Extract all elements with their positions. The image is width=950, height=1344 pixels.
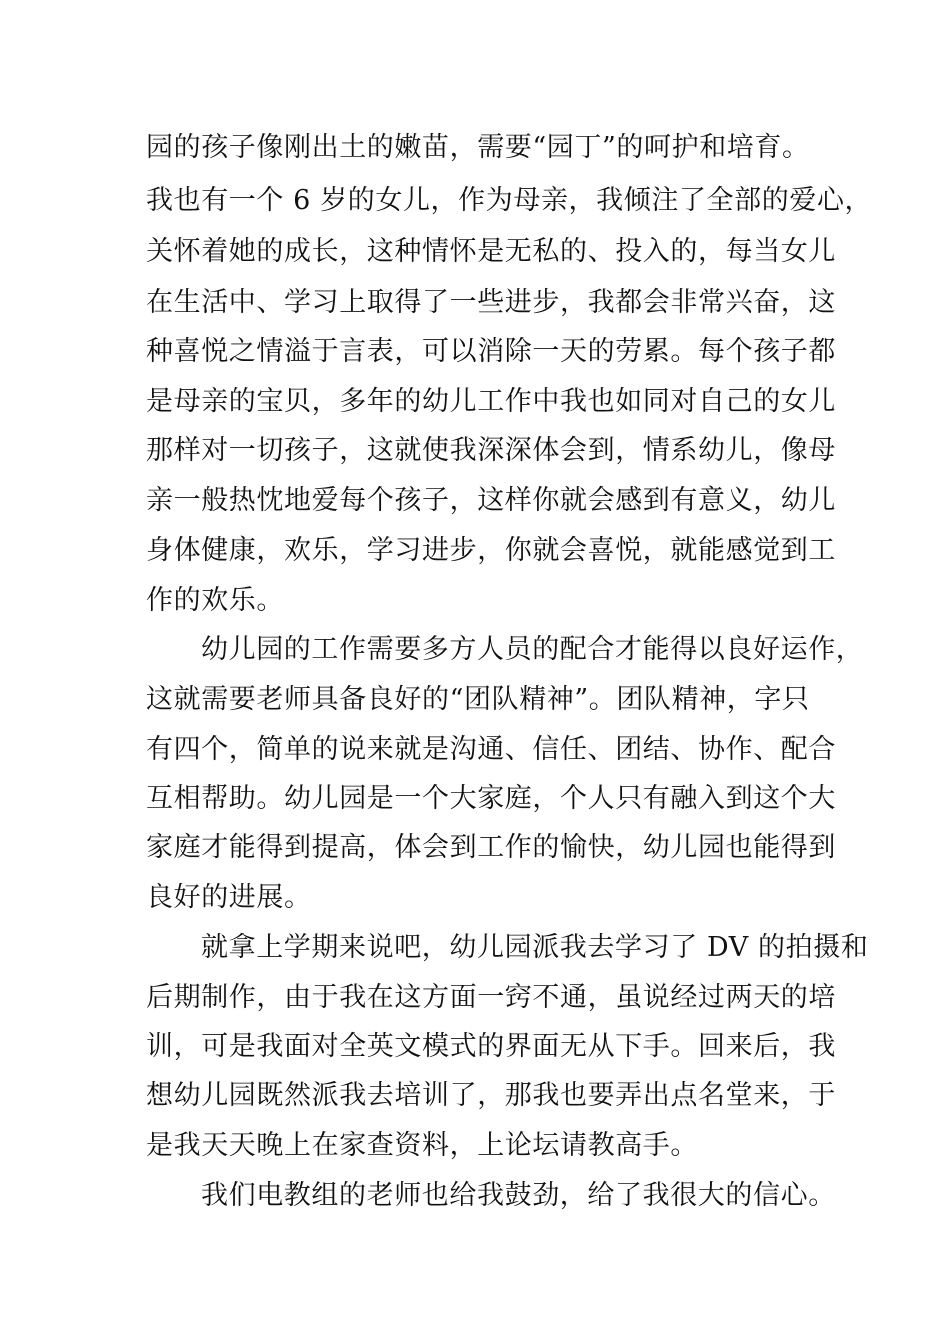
text-line: 后期制作，由于我在这方面一窍不通，虽说经过两天的培 (146, 982, 836, 1013)
text-line: 想幼儿园既然派我去培训了，那我也要弄出点名堂来，于 (146, 1080, 836, 1111)
text-line: 是我天天晚上在家查资料，上论坛请教高手。 (146, 1130, 698, 1161)
text-line: 身体健康，欢乐，学习进步，你就会喜悦，就能感觉到工 (146, 535, 836, 566)
text-line: 作的欢乐。 (146, 585, 284, 616)
text-line: 亲一般热忱地爱每个孩子，这样你就会感到有意义，幼儿 (146, 485, 836, 516)
text-line: 关怀着她的成长，这种情怀是无私的、投入的，每当女儿 (146, 236, 836, 267)
text-line: 是母亲的宝贝，多年的幼儿工作中我也如同对自己的女儿 (146, 386, 836, 417)
text-line: 那样对一切孩子，这就使我深深体会到，情系幼儿，像母 (146, 435, 836, 466)
paragraph-first-line: 我们电教组的老师也给我鼓劲，给了我很大的信心。 (201, 1180, 836, 1211)
text-line: 互相帮助。幼儿园是一个大家庭，个人只有融入到这个大 (146, 783, 836, 814)
paragraph-first-line: 幼儿园的工作需要多方人员的配合才能得以良好运作， (201, 634, 864, 665)
text-line: 园的孩子像刚出土的嫩苗，需要“园丁”的呵护和培育。 (146, 132, 810, 163)
text-line: 有四个，简单的说来就是沟通、信任、团结、协作、配合 (146, 734, 836, 765)
text-line: 我也有一个 6 岁的女儿，作为母亲，我倾注了全部的爱心， (146, 185, 873, 216)
text-line: 这就需要老师具备良好的“团队精神”。团队精神，字只 (146, 684, 810, 715)
paragraph-first-line: 就拿上学期来说吧，幼儿园派我去学习了 DV 的拍摄和 (201, 932, 869, 963)
text-line: 种喜悦之情溢于言表，可以消除一天的劳累。每个孩子都 (146, 336, 836, 367)
text-line: 在生活中、学习上取得了一些进步，我都会非常兴奋，这 (146, 287, 836, 318)
text-line: 训，可是我面对全英文模式的界面无从下手。回来后，我 (146, 1031, 836, 1062)
text-line: 良好的进展。 (146, 882, 312, 913)
text-line: 家庭才能得到提高，体会到工作的愉快，幼儿园也能得到 (146, 832, 836, 863)
